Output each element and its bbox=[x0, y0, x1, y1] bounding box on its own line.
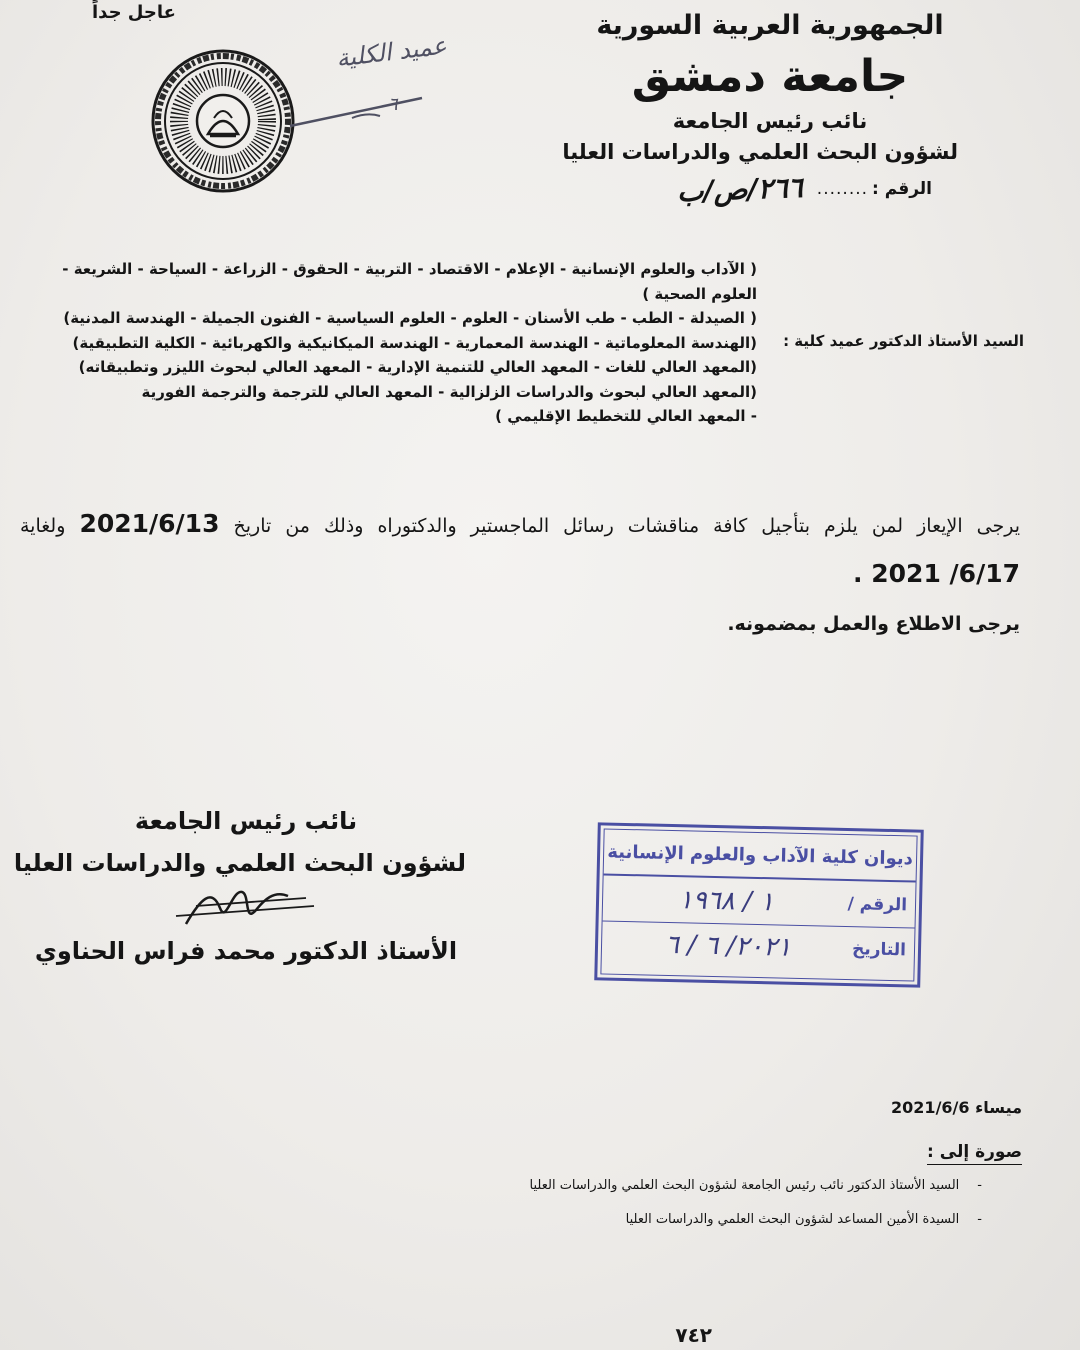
issue-date: 2021/6/6 bbox=[891, 1098, 970, 1117]
handwritten-mark: ٦ bbox=[388, 94, 398, 115]
body-line-2 bbox=[853, 552, 1020, 596]
reference-label: الرقم : bbox=[872, 179, 932, 199]
stamp-title: ديوان كلية الآداب والعلوم الإنسانية bbox=[604, 829, 917, 882]
body-line-1 bbox=[20, 502, 1020, 548]
urgent-label: عاجل جداً bbox=[92, 2, 176, 23]
faculty-line: (المعهد العالي للغات - المعهد العالي للتنمية الإدارية - المعهد العالي لبحوث الليزر وتطبيقاته) bbox=[78, 358, 757, 376]
stamp-date-value: ٢٠٢١/ ٦ / ٦ bbox=[664, 929, 792, 963]
stamp-date-label: التاريخ bbox=[851, 939, 907, 961]
country-name: الجمهورية العربية السورية bbox=[596, 10, 944, 41]
letterhead bbox=[562, 0, 958, 168]
body-text: يرجى الإيعاز لمن يلزم بتأجيل كافة مناقشات رسائل الماجستير والدكتوراه وذلك من تاريخ bbox=[233, 515, 1021, 537]
end-punctuation: . bbox=[853, 559, 863, 588]
cc-label: صورة إلى : bbox=[927, 1142, 1022, 1165]
office-title: نائب رئيس الجامعة bbox=[672, 109, 868, 133]
start-date: 2021/6/13 bbox=[79, 509, 220, 538]
handwritten-signature bbox=[146, 884, 346, 930]
faculty-line: - المعهد العالي للتخطيط الإقليمي ) bbox=[495, 407, 757, 425]
closing-line: يرجى الاطلاع والعمل بمضمونه. bbox=[727, 613, 1020, 635]
cc-dash: - bbox=[977, 1212, 982, 1227]
cc-text: السيد الأستاذ الدكتور نائب رئيس الجامعة لشؤون البحث العلمي والدراسات العليا bbox=[529, 1178, 960, 1193]
university-seal-icon bbox=[150, 48, 296, 194]
reference-dots: ........ bbox=[816, 179, 869, 199]
faculty-list bbox=[22, 257, 757, 429]
office-subtitle: لشؤون البحث العلمي والدراسات العليا bbox=[562, 140, 958, 164]
recipient-label: السيد الأستاذ الدكتور عميد كلية : bbox=[783, 332, 1024, 350]
signatory-name: الأستاذ الدكتور محمد فراس الحناوي bbox=[34, 937, 458, 965]
signatory-title: نائب رئيس الجامعة bbox=[134, 807, 358, 835]
stamp-number-label: الرقم / bbox=[847, 893, 908, 915]
end-date: 2021 /6/17 bbox=[871, 559, 1020, 588]
until-word: ولغاية bbox=[20, 515, 66, 537]
stamp-number-value: ١ / ١٩٦٨ bbox=[678, 884, 775, 917]
office-stamp bbox=[594, 822, 924, 987]
reference-number bbox=[552, 170, 932, 208]
faculty-line: (الهندسة المعلوماتية - الهندسة المعمارية - الهندسة الميكانيكية والكهربائية - الكلية التطبيقية) bbox=[72, 333, 757, 352]
handwritten-stroke bbox=[282, 86, 432, 132]
faculty-line: (المعهد العالي لبحوث والدراسات الزلزالية - المعهد العالي للترجمة والترجمة الفورية bbox=[141, 382, 757, 401]
cc-dash: - bbox=[977, 1178, 982, 1193]
university-name: جامعة دمشق bbox=[631, 51, 909, 102]
typist-line bbox=[891, 1098, 1022, 1117]
cc-item bbox=[530, 1178, 982, 1193]
handwritten-note: عميد الكلية bbox=[334, 31, 449, 73]
reference-value: ٢٦٦/ص/ب bbox=[676, 170, 804, 208]
faculty-line: العلوم الصحية ) bbox=[642, 284, 757, 303]
cc-item bbox=[626, 1212, 982, 1227]
cut-off-footer-text: ٧٤٢ bbox=[675, 1323, 712, 1347]
stamp-number-row bbox=[603, 875, 916, 927]
faculty-line: ( الآداب والعلوم الإنسانية - الإعلام - الاقتصاد - التربية - الحقوق - الزراعة - السياحة - الشريعة - bbox=[62, 260, 757, 278]
faculty-line: ( الصيدلة - الطب - طب الأسنان - العلوم - العلوم السياسية - الفنون الجميلة - الهندسة المدنية) bbox=[63, 309, 757, 327]
typist-name: ميساء bbox=[975, 1098, 1022, 1117]
cc-text: السيدة الأمين المساعد لشؤون البحث العلمي والدراسات العليا bbox=[625, 1212, 960, 1227]
signatory-subtitle: لشؤون البحث العلمي والدراسات العليا bbox=[13, 849, 466, 877]
signature-block bbox=[13, 800, 466, 972]
stamp-date-row bbox=[602, 920, 915, 972]
